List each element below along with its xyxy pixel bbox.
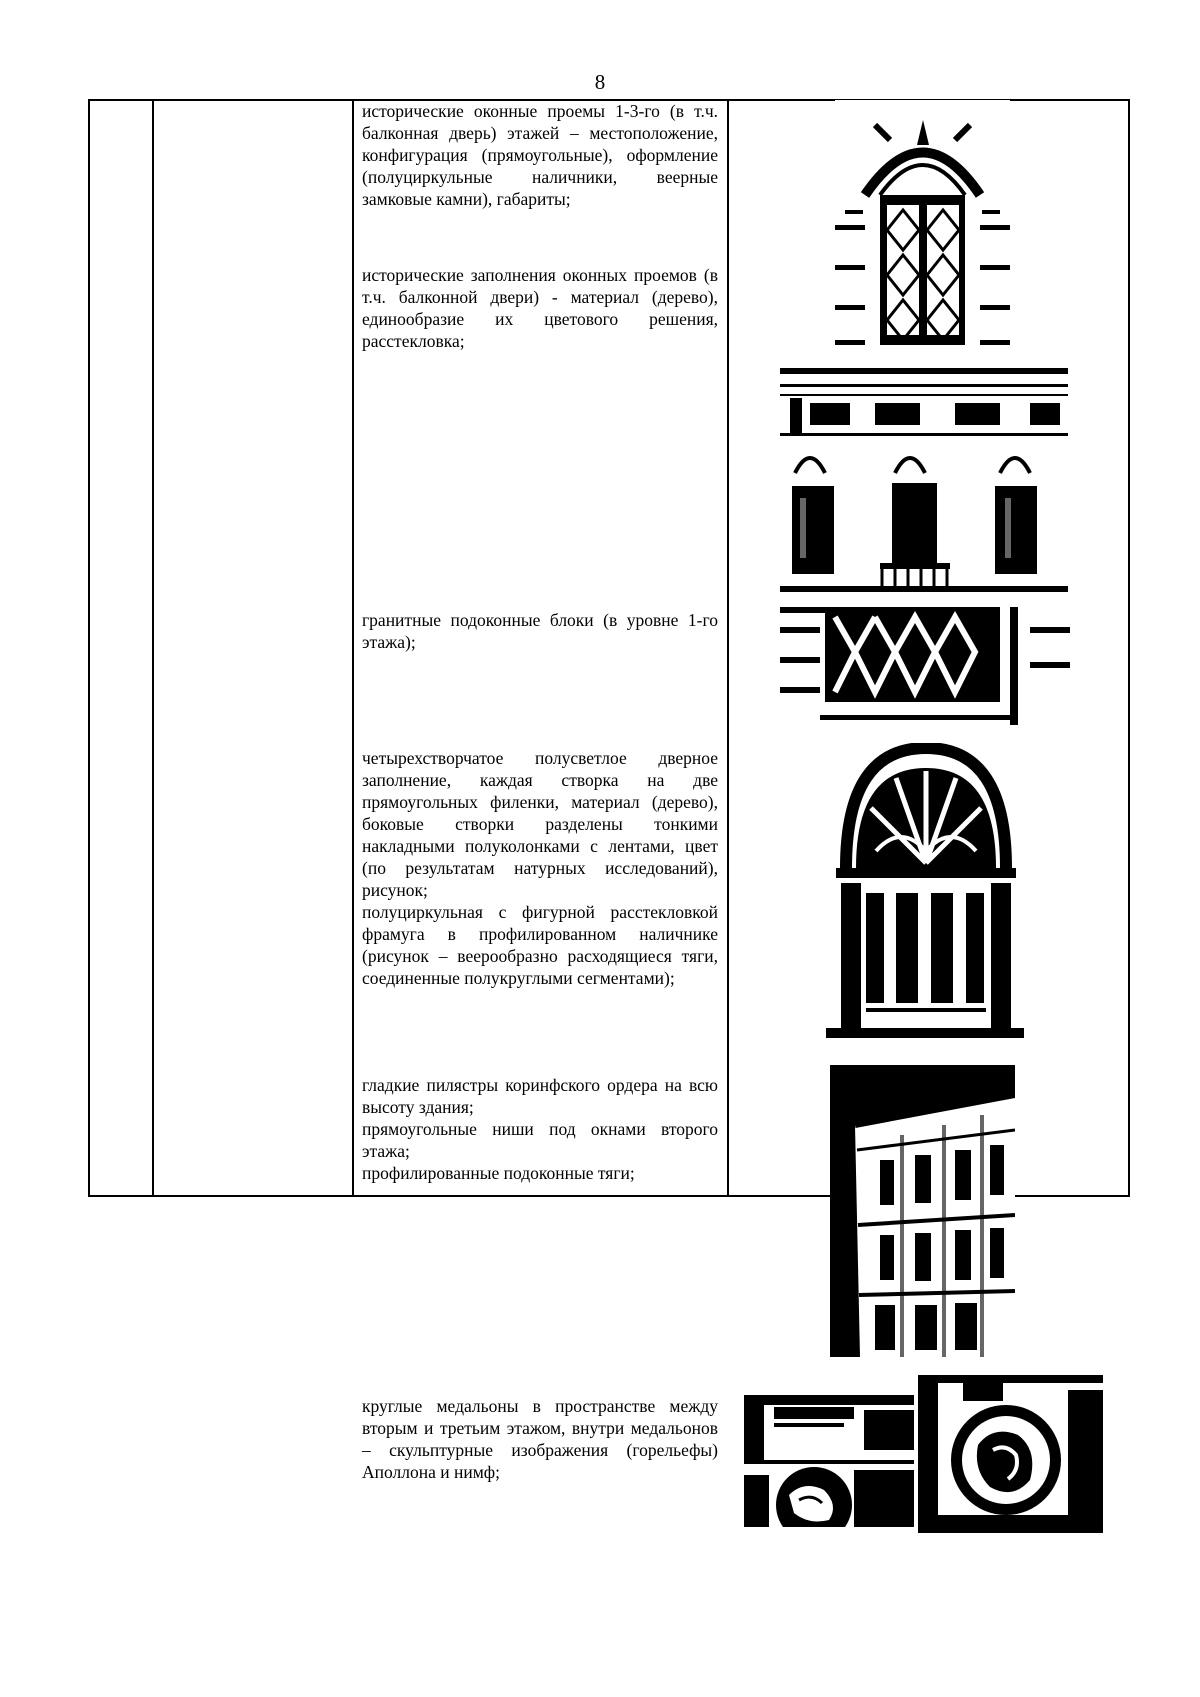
medallion-relief-photo-right <box>918 1375 1103 1533</box>
text-paragraph: гладкие пилястры коринфского ордера на всю высоту здания; <box>362 1075 718 1117</box>
text-paragraph: исторические заполнения оконных проемов (в т.ч. балконной двери) - материал (дерево), единообразие их цветового решения, расстекловка; <box>362 265 718 351</box>
facade-windows-photo <box>780 368 1068 592</box>
building-facade-photo <box>830 1065 1015 1357</box>
column-divider-3 <box>727 99 729 1197</box>
text-block-granite-sills <box>362 609 718 653</box>
column-divider-2 <box>352 99 354 1197</box>
text-paragraph: гранитные подоконные блоки (в уровне 1-го этажа); <box>362 610 718 652</box>
text-paragraph: профилированные подоконные тяги; <box>362 1163 635 1183</box>
text-block-medallions <box>362 1395 718 1483</box>
text-paragraph: исторические оконные проемы 1-3-го (в т.ч. балконная дверь) этажей – местоположение, конфигурация (прямоугольные), оформление (полуциркульные наличники, веерные замковые камни), габариты; <box>362 101 718 209</box>
text-paragraph: полуциркульная с фигурной расстекловкой фрамуга в профилированном наличнике (рисунок – веерообразно расходящиеся тяги, соединенные полукруглыми сегментами); <box>362 902 718 988</box>
page-number: 8 <box>594 70 606 94</box>
text-block-window-openings <box>362 100 718 210</box>
arched-window-photo <box>835 100 1010 355</box>
granite-sill-photo <box>780 607 1070 725</box>
text-block-pilasters <box>362 1074 718 1184</box>
text-paragraph: прямоугольные ниши под окнами второго этажа; <box>362 1119 718 1161</box>
arched-door-photo <box>826 743 1024 1038</box>
medallion-relief-photo-left <box>744 1395 914 1527</box>
text-paragraph: круглые медальоны в пространстве между вторым и третьим этажом, внутри медальонов – скульптурные изображения (горельефы) Аполлона и нимф; <box>362 1396 718 1482</box>
text-paragraph: четырехстворчатое полусветлое дверное заполнение, каждая створка на две прямоугольных филенки, материал (дерево), боковые створки разделены тонкими накладными полуколонками с лентами, цвет (по результатам натурных исследований), рисунок; <box>362 748 718 900</box>
text-block-entrance-door <box>362 747 718 989</box>
column-divider-1 <box>152 99 154 1197</box>
text-block-window-fillings <box>362 264 718 352</box>
